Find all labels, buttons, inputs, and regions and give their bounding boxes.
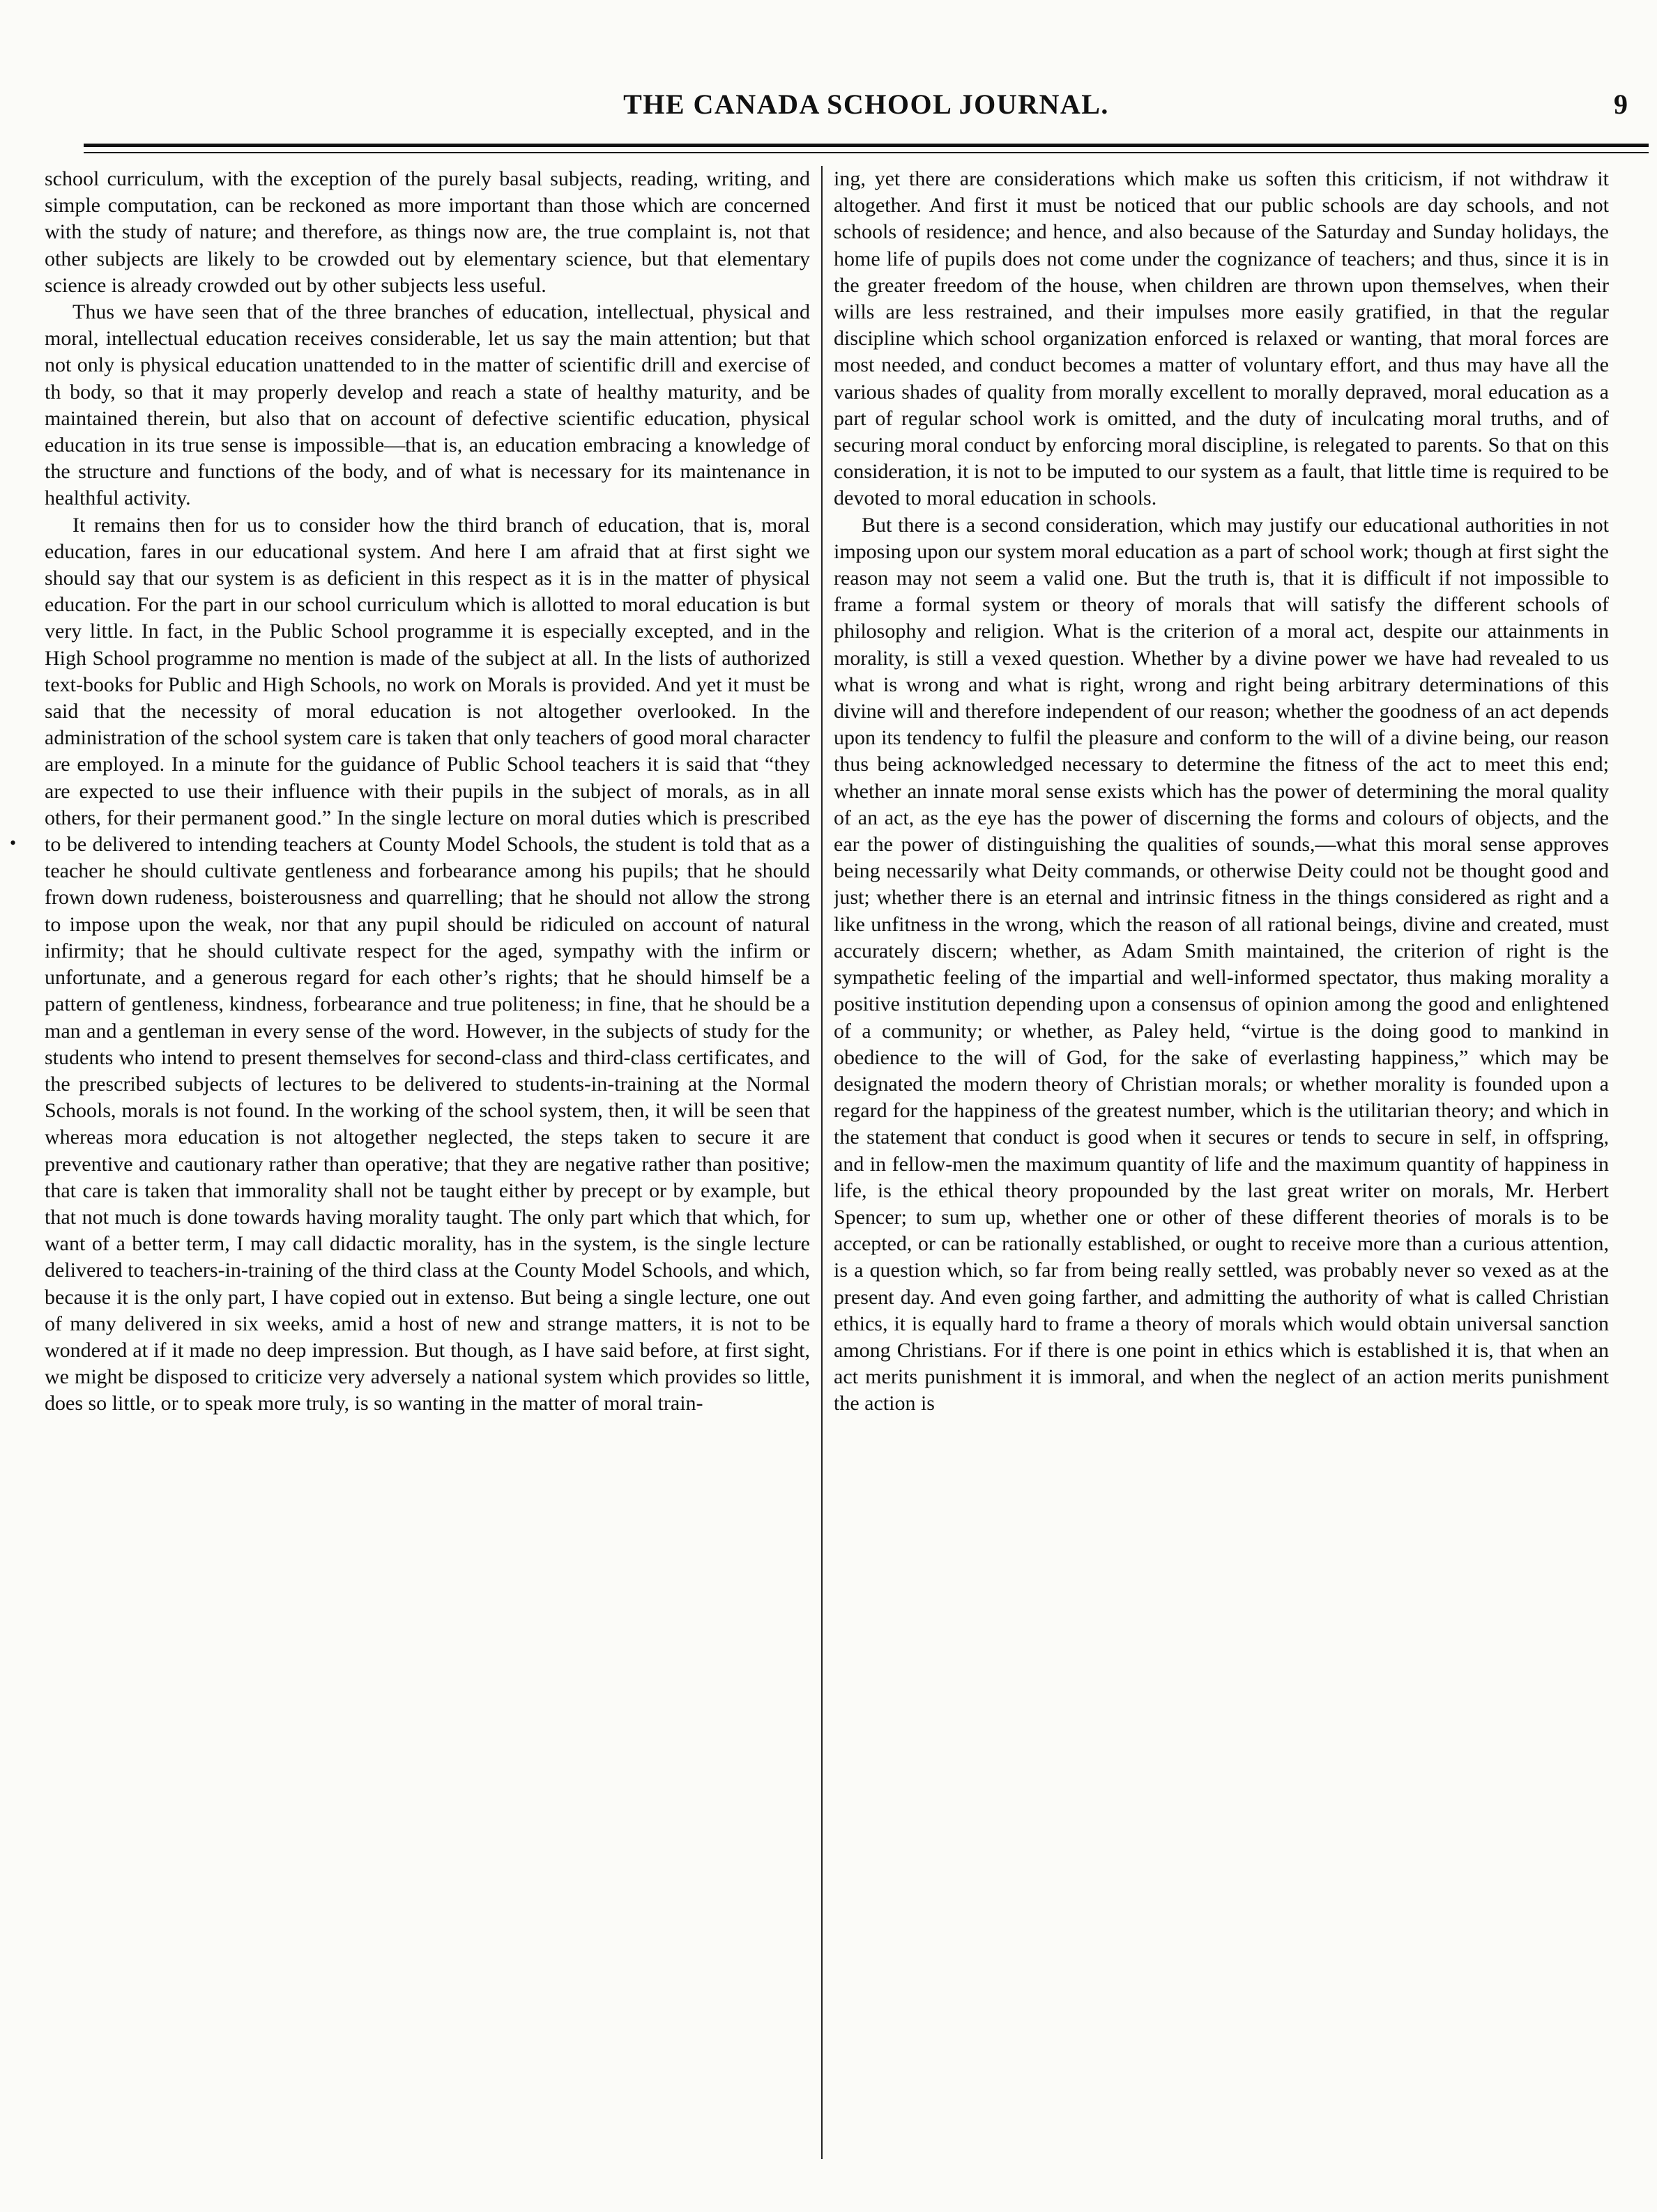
margin-mark: • (10, 833, 17, 853)
journal-title: THE CANADA SCHOOL JOURNAL. (623, 89, 1109, 120)
header-rule-thick (84, 144, 1649, 147)
left-column (45, 166, 810, 2173)
paragraph: But there is a second consideration, which may justify our educational authorities in not imposing upon our system moral education as a part of school work; though at first sight the reason may not seem a valid one. But the truth is, that it is difficult if not impossible to frame a formal system or theory of morals that will satisfy the different schools of philosophy and religion. What is the criterion of a moral act, despite our attainments in morality, is still a vexed question. Whether by a divine power we have had revealed to us what is wrong and what is right, wrong and right being arbitrary determinations of this divine will and therefore independent of our reason; whether the goodness of an act depends upon its tendency to fulfil the pleasure and conform to the will of a divine being, our reason thus being acknowledged necessary to determine the fitness of the act to meet this end; whether an innate moral sense exists which has the power of determining the moral quality of an act, as the eye has the power of discerning the forms and colours of objects, and the ear the power of distinguishing the qualities of sounds,—what this moral sense approves being necessarily what Deity commands, or otherwise Deity could not be thought good and just; whether there is an eternal and intrinsic fitness in the things considered as right and a like unfitness in the wrong, which the reason of all rational beings, divine and created, must accurately discern; whether, as Adam Smith maintained, the criterion of right is the sympathetic feeling of the impartial and well-informed spectator, thus making morality a positive institution depending upon a consensus of opinion among the good and enlightened of a community; or whether, as Paley held, “virtue is the doing good to mankind in obedience to the will of God, for the sake of everlasting happiness,” which may be designated the modern theory of Christian morals; or whether morality is founded upon a regard for the happiness of the greatest number, which is the utilitarian theory; and which in the statement that conduct is good when it secures or tends to secure in self, in offspring, and in fellow-men the maximum quantity of life and the maximum quantity of happiness in life, is the ethical theory propounded by the last great writer on morals, Mr. Herbert Spencer; to sum up, whether one or other of these different theories of morals is to be accepted, or can be rationally established, or ought to receive more than a curious attention, is a question which, so far from being really settled, was probably never so vexed as at the present day. And even going farther, and admitting the authority of what is called Christian ethics, it is equally hard to frame a theory of morals which would obtain universal sanction among Christians. For if there is one point in ethics which is established it is, that when an act merits punishment it is immoral, and when the neglect of an action merits punishment the action is (834, 513, 1609, 1415)
page-number: 9 (1614, 89, 1628, 120)
paragraph: school curriculum, with the exception of the purely basal subjects, reading, writing, and simple computation, can be reckoned as more important than those which are concerned with the study of nature; and therefore, as things now are, the true complaint is, not that other subjects are likely to be crowded out by elementary science, but that elementary science is already crowded out by other subjects less useful. (45, 167, 810, 297)
paragraph: ing, yet there are considerations which make us soften this criticism, if not withdraw it altogether. And first it must be noticed that our public schools are day schools, and not schools of residence; and hence, and also because of the Saturday and Sunday holidays, the home life of pupils does not come under the cognizance of teachers; and thus, since it is in the greater freedom of the house, when children are thrown upon themselves, when their wills are less restrained, and their impulses more easily gratified, in that the regular discipline which school organization enforced is relaxed or wanting, that moral forces are most needed, and conduct becomes a matter of voluntary effort, and thus may have all the various shades of quality from morally excellent to morally depraved, moral education as a part of regular school work is omitted, and the duty of inculcating moral truths, and of securing moral conduct by enforcing moral discipline, is relegated to parents. So that on this consideration, it is not to be imputed to our system as a fault, that little time is required to be devoted to moral education in schools. (834, 167, 1609, 510)
page-header (84, 88, 1649, 137)
paragraph: It remains then for us to consider how the third branch of education, that is, moral education, fares in our educational system. And here I am afraid that at first sight we should say that our system is as deficient in this respect as it is in the matter of physical education. For the part in our school curriculum which is allotted to moral education is but very little. In fact, in the Public School programme it is especially excepted, and in the High School programme no mention is made of the subject at all. In the lists of authorized text-books for Public and High Schools, no work on Morals is provided. And yet it must be said that the necessity of moral education is not altogether overlooked. In the administration of the school system care is taken that only teachers of good moral character are employed. In a minute for the guidance of Public School teachers it is said that “they are expected to use their influence with their pupils in the subject of morals, as in all others, for their permanent good.” In the single lecture on moral duties which is prescribed to be delivered to intending teachers at County Model Schools, the student is told that as a teacher he should cultivate gentleness and forbearance among his pupils; that he should frown down rudeness, boisterousness and quarrelling; that he should not allow the strong to impose upon the weak, nor that any pupil should be ridiculed on account of natural infirmity; that he should cultivate respect for the aged, sympathy with the infirm or unfortunate, and a generous regard for each other’s rights; that he should himself be a pattern of gentleness, kindness, forbearance and true politeness; in fine, that he should be a man and a gentleman in every sense of the word. However, in the subjects of study for the students who intend to present themselves for second-class and third-class certificates, and the prescribed subjects of lectures to be delivered to students-in-training at the Normal Schools, morals is not found. In the working of the school system, then, it will be seen that whereas mora education is not altogether neglected, the steps taken to secure it are preventive and cautionary rather than operative; that they are negative rather than positive; that care is taken that immorality shall not be taught either by precept or by example, but that not much is done towards having morality taught. The only part which that which, for want of a better term, I may call didactic morality, has in the system, is the single lecture delivered to teachers-in-training of the third class at the County Model Schools, and which, because it is the only part, I have copied out in extenso. But being a single lecture, one out of many delivered in six weeks, amid a host of new and strange matters, it is not to be wondered at if it made no deep impression. But though, as I have said before, at first sight, we might be disposed to criticize very adversely a national system which provides so little, does so little, or to speak more truly, is so wanting in the matter of moral train- (45, 513, 810, 1415)
column-divider (821, 166, 823, 2159)
right-column (834, 166, 1609, 2173)
paragraph: Thus we have seen that of the three branches of education, intellectual, physical and moral, intellectual education receives considerable, let us say the main attention; but that not only is physical education unattended to in the matter of scientific drill and exercise of th body, so that it may properly develop and reach a state of healthy maturity, and be maintained therein, but also that on account of defective scientific education, physical education in its true sense is impossible—that is, an education embracing a knowledge of the structure and functions of the body, and of what is necessary for its maintenance in healthful activity. (45, 300, 810, 510)
header-rule-thin (84, 152, 1649, 153)
